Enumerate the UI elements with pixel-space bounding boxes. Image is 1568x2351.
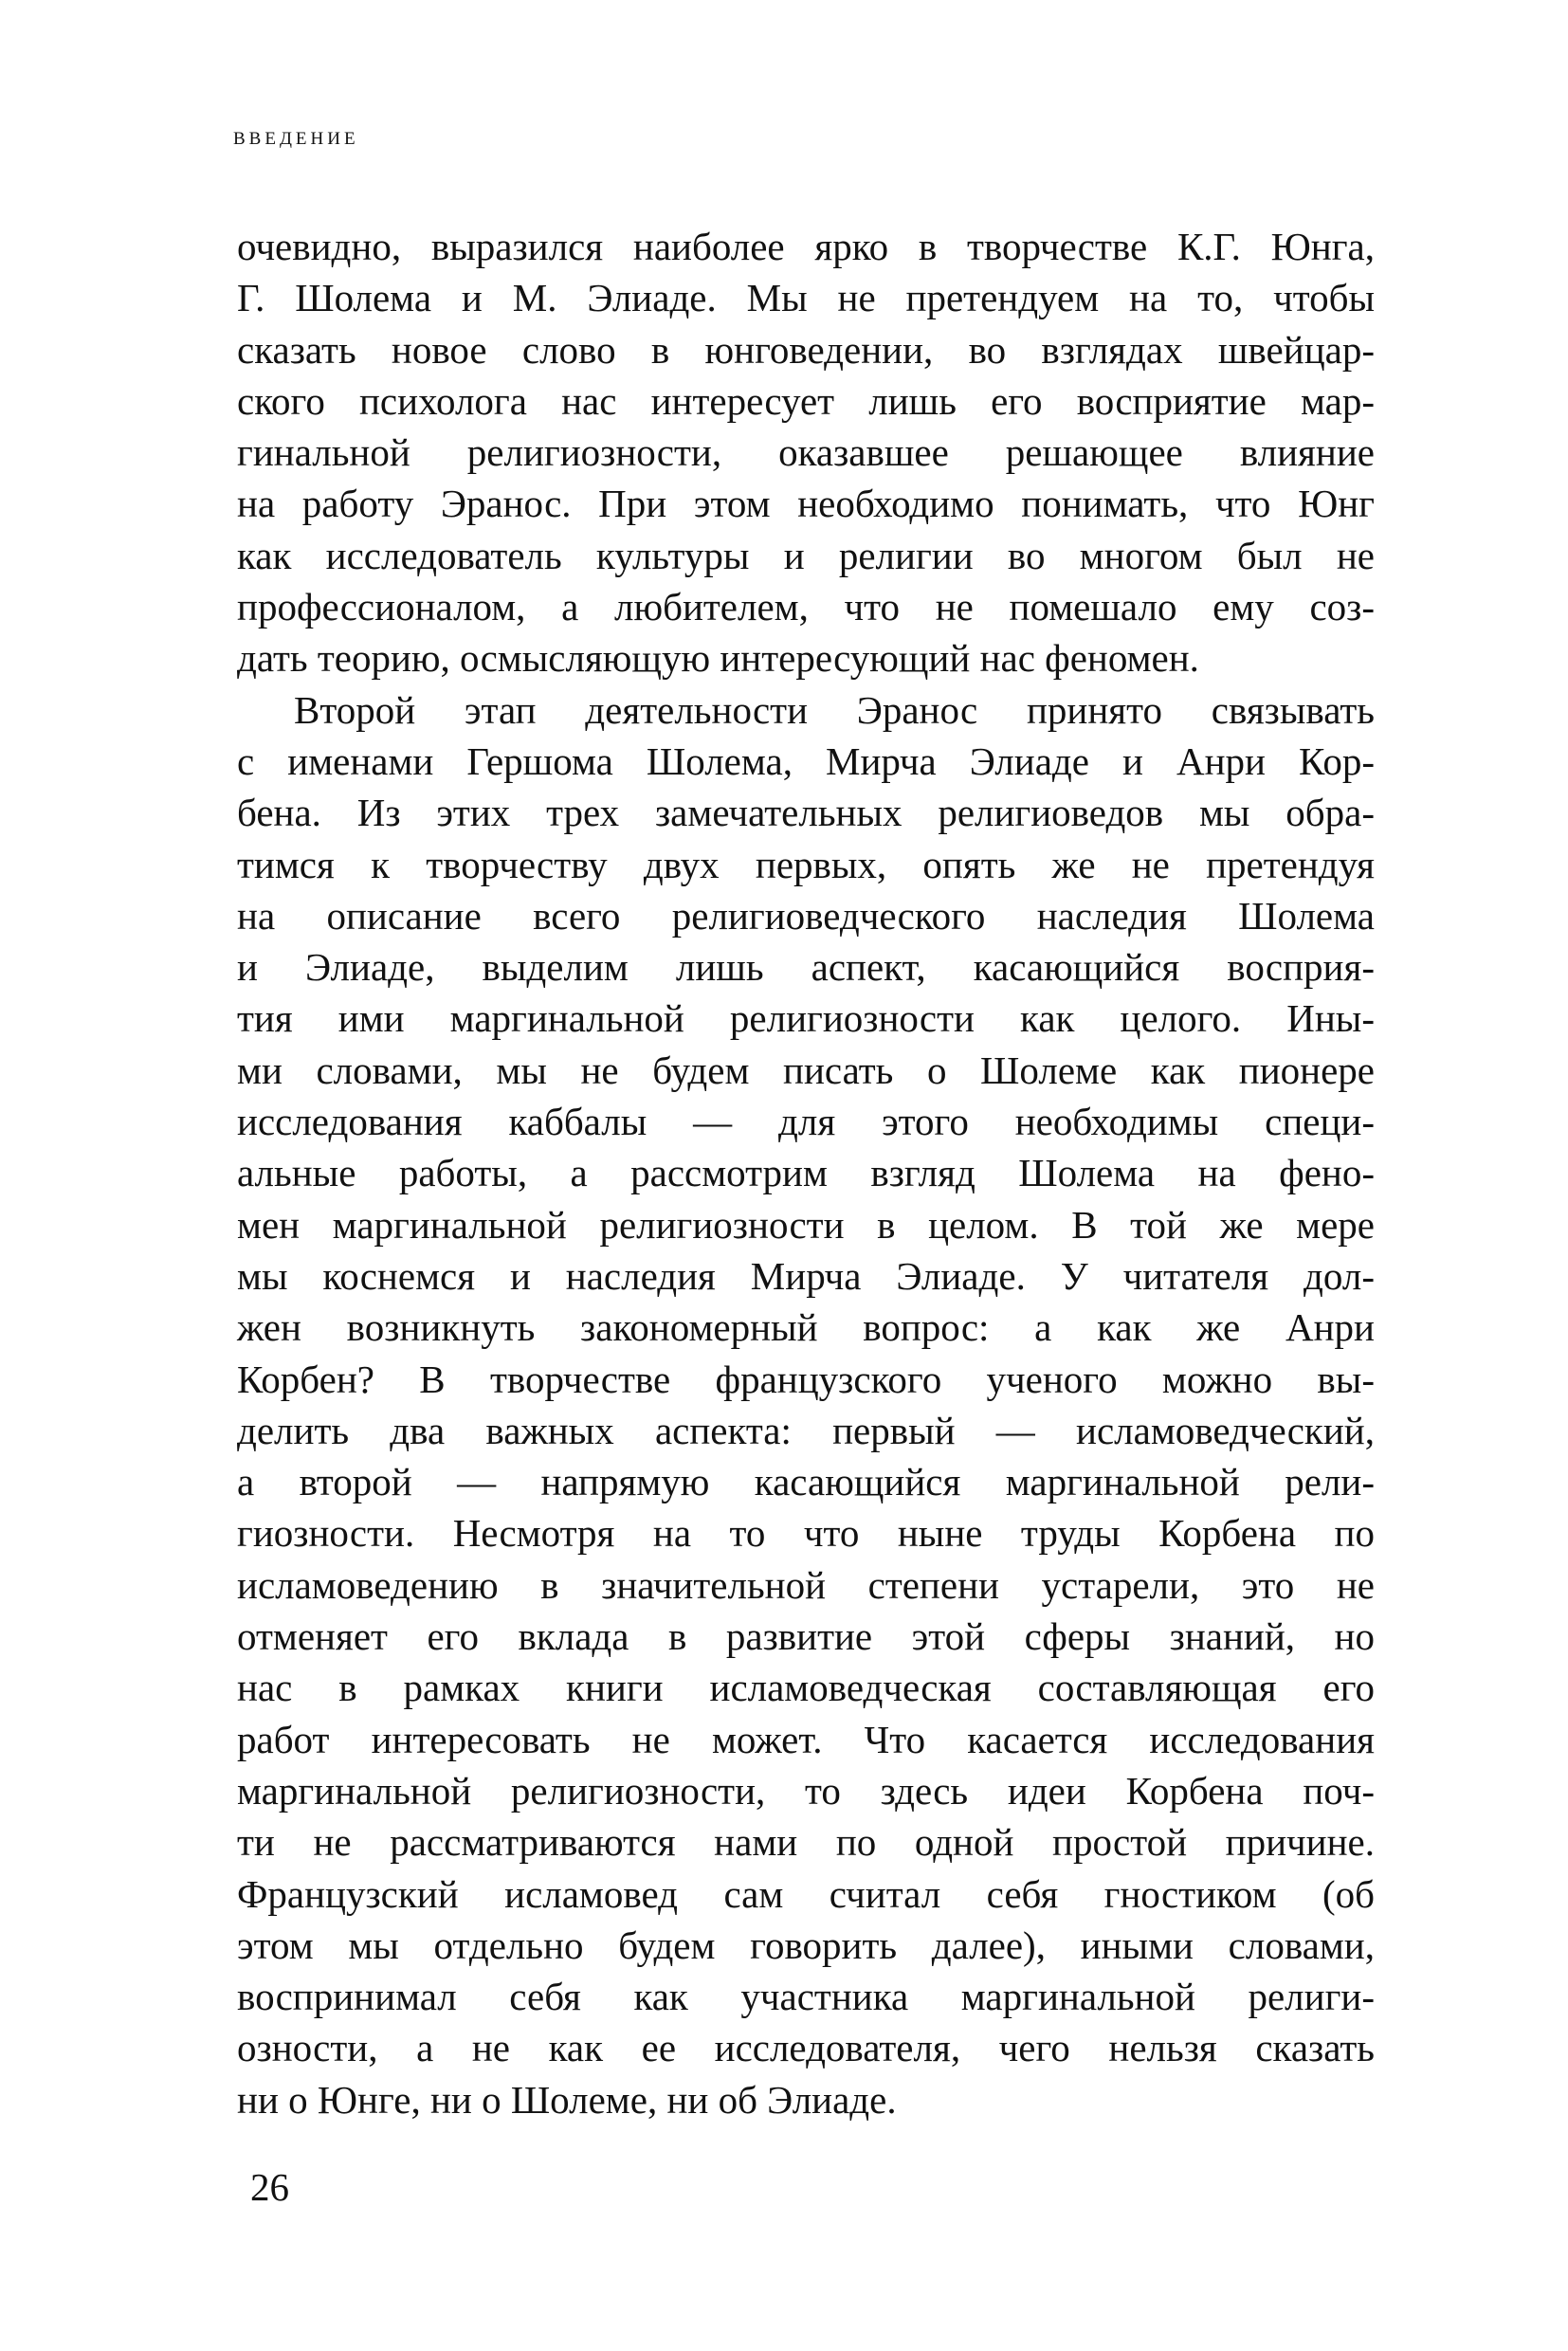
paragraph [237, 221, 1375, 684]
text-line: дать теорию, осмысляющую интересующий нас феномен. [237, 636, 1199, 681]
text-line: ского психолога нас интересует лишь его восприятие мар- [237, 378, 1375, 423]
text-line: бена. Из этих трех замечательных религиоведов мы обра- [237, 791, 1375, 835]
text-line: и Элиаде, выделим лишь аспект, касающийся восприя- [237, 945, 1375, 990]
text-line: Второй этап деятельности Эранос принято связывать [294, 687, 1375, 732]
text-line: маргинальной религиозности, то здесь идеи Корбена поч- [237, 1768, 1375, 1813]
text-line: а второй — напрямую касающийся маргинальной рели- [237, 1460, 1375, 1504]
text-line: тимся к творчеству двух первых, опять же не претендуя [237, 842, 1375, 886]
running-header: ВВЕДЕНИЕ [233, 129, 359, 149]
text-line: на описание всего религиоведческого наследия Шолема [237, 893, 1375, 938]
text-line: исследования каббалы — для этого необходимы специ- [237, 1100, 1375, 1144]
text-line: воспринимал себя как участника маргинальной религи- [237, 1975, 1375, 2019]
text-line: тия ими маргинальной религиозности как целого. Ины- [237, 996, 1375, 1041]
paragraph [237, 684, 1375, 2125]
text-line: исламоведению в значительной степени устарели, это не [237, 1562, 1375, 1607]
text-line: этом мы отдельно будем говорить далее), иными словами, [237, 1923, 1375, 1967]
text-line: Г. Шолема и М. Элиаде. Мы не претендуем на то, чтобы [237, 276, 1375, 320]
text-line: гинальной религиозности, оказавшее решающее влияние [237, 430, 1375, 475]
text-line: альные работы, а рассмотрим взгляд Шолема на фено- [237, 1151, 1375, 1195]
text-line: с именами Гершома Шолема, Мирча Элиаде и Анри Кор- [237, 738, 1375, 783]
text-line: Корбен? В творчестве французского ученого можно вы- [237, 1357, 1375, 1401]
text-line: нас в рамках книги исламоведческая составляющая его [237, 1666, 1375, 1710]
text-line: мы коснемся и наследия Мирча Элиаде. У читателя дол- [237, 1253, 1375, 1298]
text-line: Французский исламовед сам считал себя гностиком (об [237, 1871, 1375, 1916]
text-line: как исследователь культуры и религии во многом был не [237, 533, 1375, 577]
text-line: сказать новое слово в юнговедении, во взглядах швейцар- [237, 327, 1375, 372]
text-line: жен возникнуть закономерный вопрос: а как же Анри [237, 1305, 1375, 1350]
text-line: гиозности. Несмотря на то что ныне труды Корбена по [237, 1511, 1375, 1556]
body-text [237, 221, 1375, 2125]
text-line: ми словами, мы не будем писать о Шолеме как пионере [237, 1048, 1375, 1092]
text-line: ни о Юнге, ни о Шолеме, ни об Элиаде. [237, 2077, 897, 2122]
text-line: работ интересовать не может. Что касается исследования [237, 1717, 1375, 1761]
text-line: ти не рассматриваются нами по одной простой причине. [237, 1820, 1375, 1865]
page-number: 26 [250, 2165, 289, 2209]
text-line: делить два важных аспекта: первый — исламоведческий, [237, 1408, 1375, 1452]
text-line: на работу Эранос. При этом необходимо понимать, что Юнг [237, 482, 1375, 526]
text-line: очевидно, выразился наиболее ярко в творчестве К.Г. Юнга, [237, 225, 1375, 268]
text-line: отменяет его вклада в развитие этой сферы знаний, но [237, 1614, 1375, 1659]
text-line: мен маргинальной религиозности в целом. В той же мере [237, 1202, 1375, 1247]
text-line: озности, а не как ее исследователя, чего нельзя сказать [237, 2026, 1375, 2070]
text-line: профессионалом, а любителем, что не помешало ему соз- [237, 585, 1375, 629]
